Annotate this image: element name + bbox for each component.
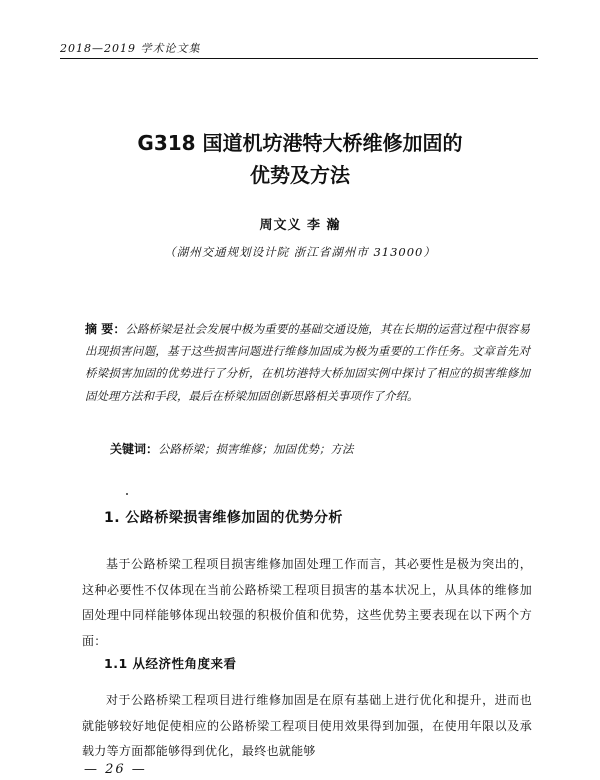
keywords-text: 公路桥梁；损害维修；加固优势；方法 <box>158 442 354 456</box>
page-number: — 26 — <box>84 762 147 777</box>
affiliation: （湖州交通规划设计院 浙江省湖州市 313000） <box>164 245 436 259</box>
abstract-label: 摘 要： <box>85 322 126 336</box>
subsection-heading: 1.1 从经济性角度来看 <box>104 656 237 671</box>
subsection-paragraph: 对于公路桥梁工程项目进行维修加固是在原有基础上进行优化和提升，进而也就能够较好地促使相应的公路桥梁工程项目使用效果得到加强，在使用年限以及承载力等方面都能够得到优化，最终也就能够 <box>82 693 532 758</box>
paper-title-line1: G318 国道机坊港特大桥维修加固的 <box>137 131 463 155</box>
stray-dot <box>126 493 128 495</box>
running-head: 2018—2019 学术论文集 <box>60 42 201 55</box>
header-rule <box>60 58 538 59</box>
keywords <box>110 438 530 460</box>
abstract <box>85 318 530 407</box>
section-heading: 1. 公路桥梁损害维修加固的优势分析 <box>104 510 343 526</box>
abstract-text: 公路桥梁是社会发展中极为重要的基础交通设施，其在长期的运营过程中很容易出现损害问题，基于这些损害问题进行维修加固成为极为重要的工作任务。文章首先对桥梁损害加固的优势进行了分析，在机坊港特大桥加固实例中探讨了相应的损害维修加固处理方法和手段，最后在桥梁加固创新思路相关事项作了介绍。 <box>85 322 530 403</box>
paper-title-line2: 优势及方法 <box>250 163 350 187</box>
authors: 周文义 李 瀚 <box>259 218 341 233</box>
keywords-label: 关键词： <box>110 442 159 456</box>
section-paragraph: 基于公路桥梁工程项目损害维修加固处理工作而言，其必要性是极为突出的，这种必要性不仅体现在当前公路桥梁工程项目损害的基本状况上，从具体的维修加固处理中同样能够体现出较强的积极价值和优势，这些优势主要表现在以下两个方面： <box>82 557 532 648</box>
